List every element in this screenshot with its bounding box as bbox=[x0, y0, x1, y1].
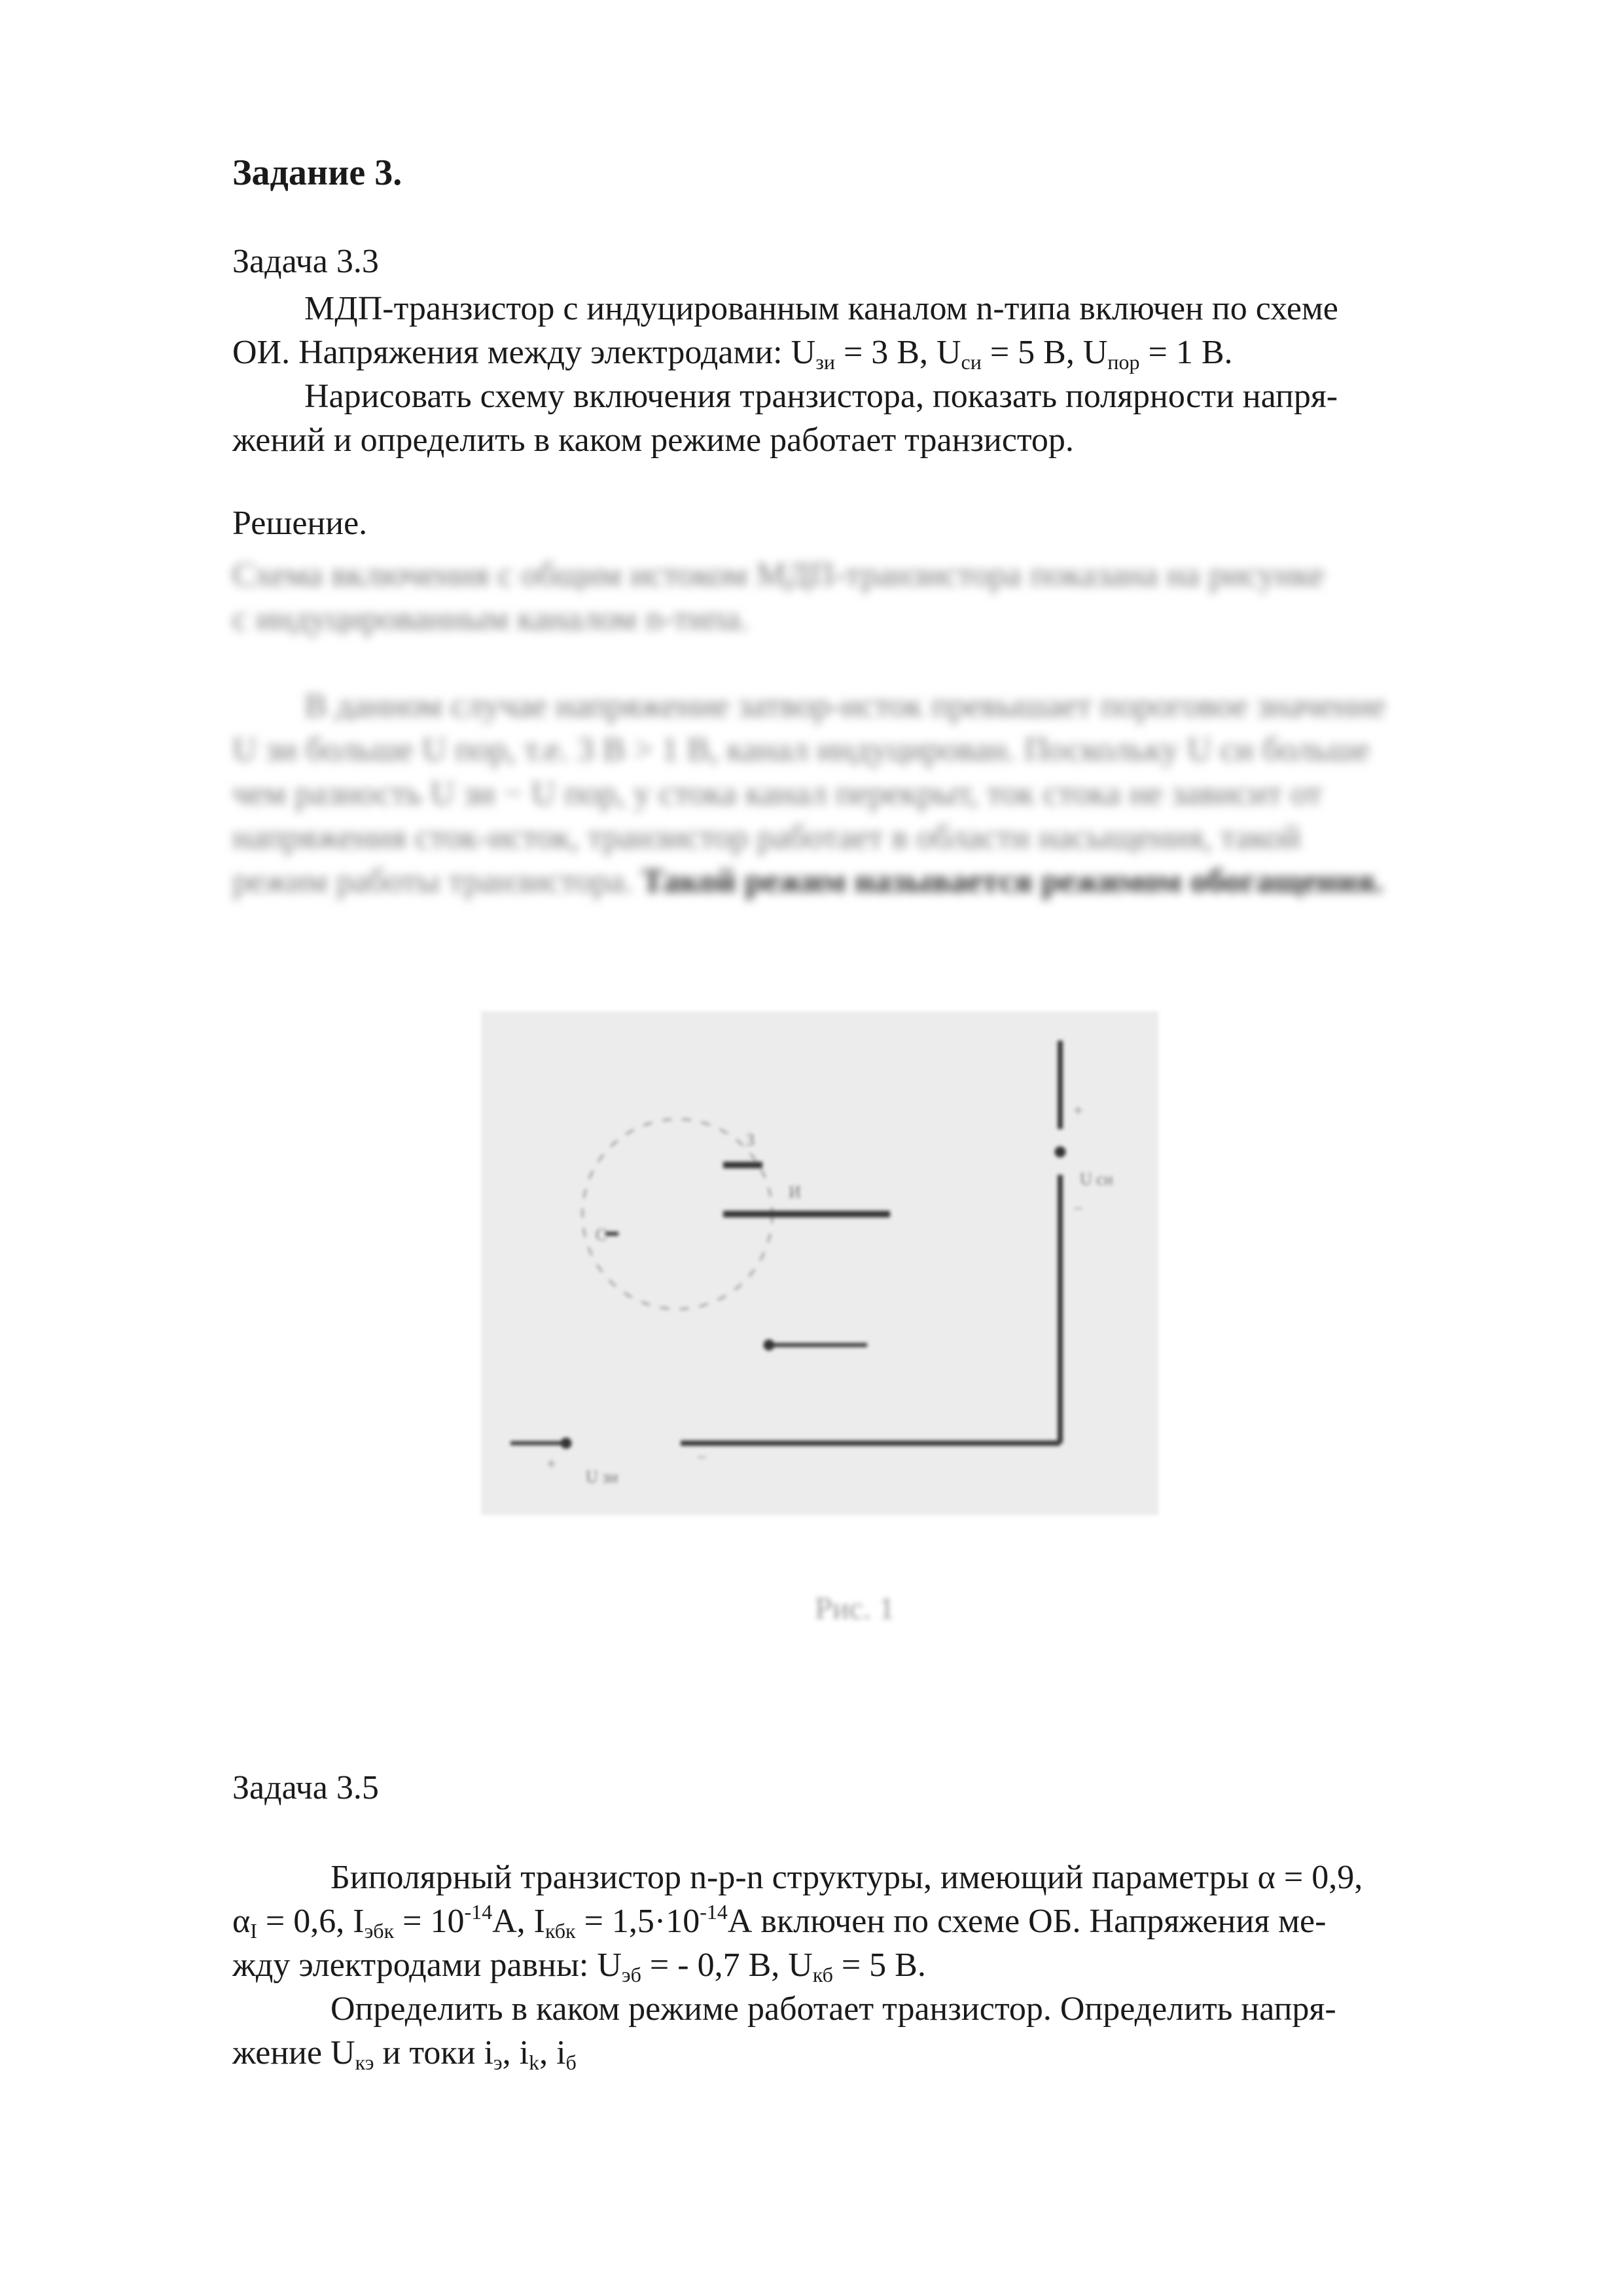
figure-label: U си bbox=[1080, 1170, 1113, 1189]
task-3-3-line-3: Нарисовать схему включения транзистора, показать полярности напря- bbox=[304, 378, 1338, 415]
figure-label: З bbox=[746, 1130, 755, 1149]
task-3-3-line-1: МДП-транзистор с индуцированным каналом n-типа включен по схеме bbox=[304, 290, 1338, 327]
figure-label: + bbox=[546, 1454, 556, 1473]
circuit-diagram bbox=[481, 1011, 1158, 1515]
solution-title: Решение. bbox=[232, 505, 368, 542]
figure-label: U зи bbox=[586, 1467, 618, 1486]
figure-caption: Рис. 1 bbox=[815, 1591, 895, 1626]
source-terminal bbox=[764, 1340, 774, 1350]
solution-blur-line: Схема включения с общим истоком МДП-транзистора показана на рисунке bbox=[232, 556, 1325, 594]
solution-blur-line-last: режим работы транзистора. Такой режим называется режимом обогащения. bbox=[232, 863, 1383, 900]
task-3-3-condition bbox=[232, 287, 1499, 462]
figure-label: + bbox=[1073, 1101, 1083, 1120]
task-3-5-line-2: $\alpha_I = 0,6$, $I_{эбк} = 10^{-14}А$, $I_{кбк} = 1,5\cdot 10^{-14}А$ включен по схеме ОБ. Напряжения ме- bbox=[232, 1900, 1327, 1943]
task-3-5-line-5: жение $U_{кэ}$ и токи $i_э$, $i_k$, $i_б$ bbox=[232, 2034, 577, 2074]
solution-blur-line: напряжения сток-исток, транзистор работает в области насыщения, такой bbox=[232, 819, 1301, 856]
task-3-5-line-3: жду электродами равны: $U_{эб}$ = - 0,7 В, $U_{кб} = 5$ В. bbox=[232, 1946, 926, 1986]
task-3-5-title: Задача 3.5 bbox=[232, 1769, 379, 1806]
figure-label: − bbox=[697, 1448, 707, 1467]
circuit-figure bbox=[481, 1011, 1158, 1515]
page-heading: Задание 3. bbox=[232, 152, 402, 193]
figure-label: С bbox=[596, 1225, 607, 1244]
solution-text-blurred-2 bbox=[232, 684, 1499, 903]
solution-blur-line: чем разность U зи − U пор, у стока канал перекрыт, ток стока не зависит от bbox=[232, 775, 1323, 812]
task-3-5-line-4: Определить в каком режиме работает транзистор. Определить напря- bbox=[330, 1990, 1336, 2028]
task-3-5-line-1: Биполярный транзистор n-p-n структуры, имеющий параметры α = 0,9, bbox=[330, 1859, 1363, 1896]
task-3-3-line-2: ОИ. Напряжения между электродами: $U_{зи} = 3$ В, $U_{си} = 5$ В, $U_{пор} = 1$ В. bbox=[232, 334, 1233, 374]
solution-blur-line: с индуцированным каналом n-типа. bbox=[232, 600, 749, 637]
figure-label: − bbox=[1073, 1199, 1083, 1218]
task-3-3-line-4: жений и определить в каком режиме работает транзистор. bbox=[232, 422, 1074, 459]
figure-label: И bbox=[789, 1183, 801, 1202]
drain-terminal bbox=[1055, 1147, 1065, 1157]
gate-terminal bbox=[561, 1438, 571, 1448]
solution-text-blurred bbox=[232, 553, 1499, 641]
solution-blur-line: U зи больше U пор, т.е. 3 В > 1 В, канал индуцирован. Поскольку U си больше bbox=[232, 731, 1370, 768]
task-3-5-condition bbox=[232, 1856, 1505, 2075]
solution-blur-line: В данном случае напряжение затвор-исток превышает пороговое значение bbox=[304, 687, 1386, 725]
task-3-3-title: Задача 3.3 bbox=[232, 243, 379, 280]
